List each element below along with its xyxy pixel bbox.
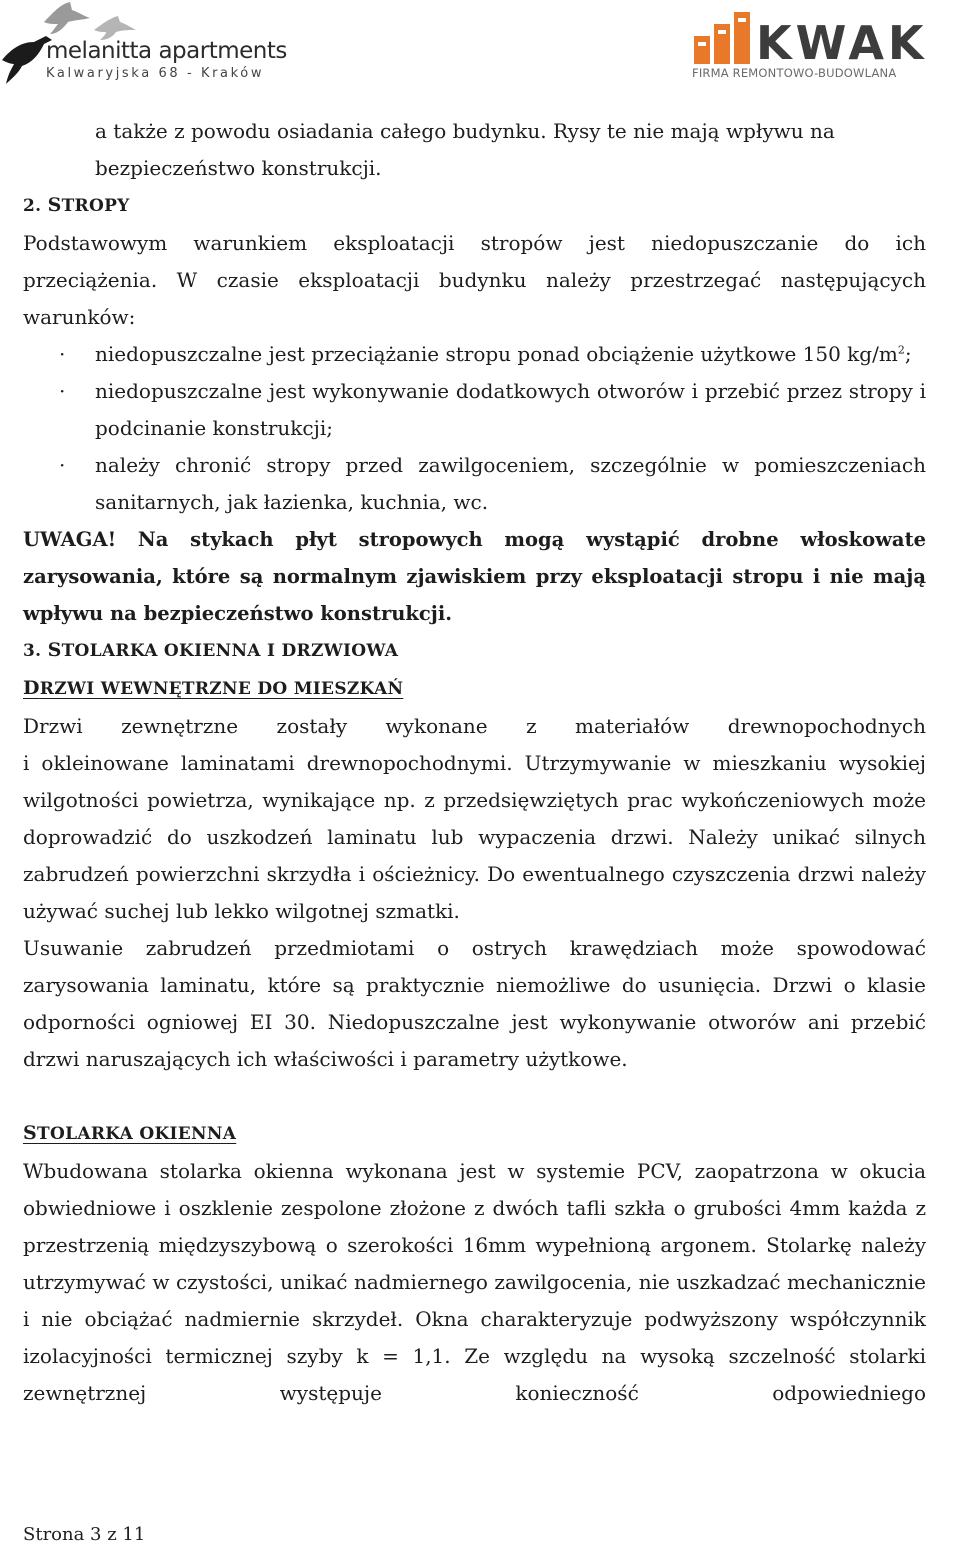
melanitta-brand-name: melanitta apartments [46,38,287,64]
subsection-windows-initial: S [23,1122,38,1144]
bullet-text: niedopuszczalne jest przeciążanie stropu ponad obciążenie użytkowe 150 kg/m [95,342,898,366]
subsection-windows-title: TOLARKA OKIENNA [37,1124,237,1144]
bullet-marker: · [59,453,66,477]
continued-text [23,113,926,187]
section-3-heading [23,632,926,670]
document-body [23,113,926,1412]
continued-line-2: bezpieczeństwo konstrukcji. [95,156,382,180]
section-3-title: TOLARKA OKIENNA I DRZWIOWA [61,641,399,661]
bullet-text: należy chronić stropy przed zawilgoceniem, szczególnie w pomieszczeniach sanitarnych, jak łazienka, kuchnia, wc. [95,453,926,514]
bullet-text: niedopuszczalne jest wykonywanie dodatkowych otworów i przebić przez stropy i podcinanie konstrukcji; [95,379,926,440]
bullet-marker: · [59,342,66,366]
doors-paragraph-1: i okleinowane laminatami drewnopochodnymi. Utrzymywanie w mieszkaniu wysokiej wilgotności powietrza, wynikające np. z przedsięwziętych prac wykończeniowych może doprowadzić do uszkodzeń laminatu lub wypaczenia drzwi. Należy unikać silnych zabrudzeń powierzchni skrzydła i ościeżnicy. Do ewentualnego czyszczenia drzwi należy używać suchej lub lekko wilgotnej szmatki. [23,751,926,923]
windows-paragraph: Wbudowana stolarka okienna wykonana jest w systemie PCV, zaopatrzona w okucia obwiedniowe i oszklenie zespolone złożone z dwóch tafli szkła o grubości 4mm każda z przestrzenią międzyszybową o szerokości 16mm wypełnioną argonem. Stolarkę należy utrzymywać w czystości, unikać nadmiernego zawilgocenia, nie uszkadzać mechanicznie i nie obciążać nadmiernie skrzydeł. Okna charakteryzuje podwyższony współczynnik izolacyjności termicznej szyby k = 1,1. Ze względu na wysoką szczelność stolarki zewnętrznej występuje konieczność odpowiedniego [23,1159,926,1405]
subsection-doors-initial: D [23,677,40,699]
section-2-title: TROPY [61,196,130,216]
kwak-logo [690,8,950,88]
page-header [0,0,960,95]
section-2-title-initial: S [47,194,62,216]
superscript: 2 [897,343,905,357]
building-logo-icon [690,10,756,66]
section-3-number: 3. [23,641,42,661]
bullet-marker: · [59,379,66,403]
section-3-title-initial: S [47,639,62,661]
doors-paragraph-2: Usuwanie zabrudzeń przedmiotami o ostrych krawędziach może spowodować zarysowania laminatu, które są praktycznie niemożliwe do usunięcia. Drzwi o klasie odporności ogniowej EI 30. Niedopuszczalne jest wykonywanie otworów ani przebić drzwi naruszających ich właściwości i parametry użytkowe. [23,936,926,1071]
section-2-number: 2. [23,196,42,216]
continued-line-1: a także z powodu osiadania całego budynku. Rysy te nie mają wpływu na [95,119,835,143]
warning-label: UWAGA! [23,528,117,551]
subsection-doors-title: RZWI WEWNĘTRZNE DO MIESZKAŃ [39,679,404,699]
subsection-windows-heading [23,1115,926,1153]
subsection-doors-heading [23,670,926,708]
spacer [23,1078,926,1115]
melanitta-address: Kalwaryjska 68 - Kraków [46,66,265,81]
melanitta-logo [0,0,290,90]
bullet-end: ; [904,342,912,366]
bullet-item-moisture [23,447,926,521]
bullet-item-openings [23,373,926,447]
doors-paragraph-first-line: Drzwi zewnętrzne zostały wykonane z materiałów drewnopochodnych [23,714,926,738]
kwak-brand-name: KWAK [756,16,928,70]
warning-paragraph [23,521,926,632]
bullet-item-load [23,336,926,373]
kwak-tagline: FIRMA REMONTOWO-BUDOWLANA [692,66,897,80]
section-2-paragraph: Podstawowym warunkiem eksploatacji stropów jest niedopuszczanie do ich przeciążenia. W czasie eksploatacji budynku należy przestrzegać następujących warunków: [23,231,926,329]
section-2-heading [23,187,926,225]
warning-text: Na stykach płyt stropowych mogą wystąpić drobne włoskowate zarysowania, które są normalnym zjawiskiem przy eksploatacji stropu i nie mają wpływu na bezpieczeństwo konstrukcji. [23,528,926,625]
page-number: Strona 3 z 11 [23,1524,146,1545]
